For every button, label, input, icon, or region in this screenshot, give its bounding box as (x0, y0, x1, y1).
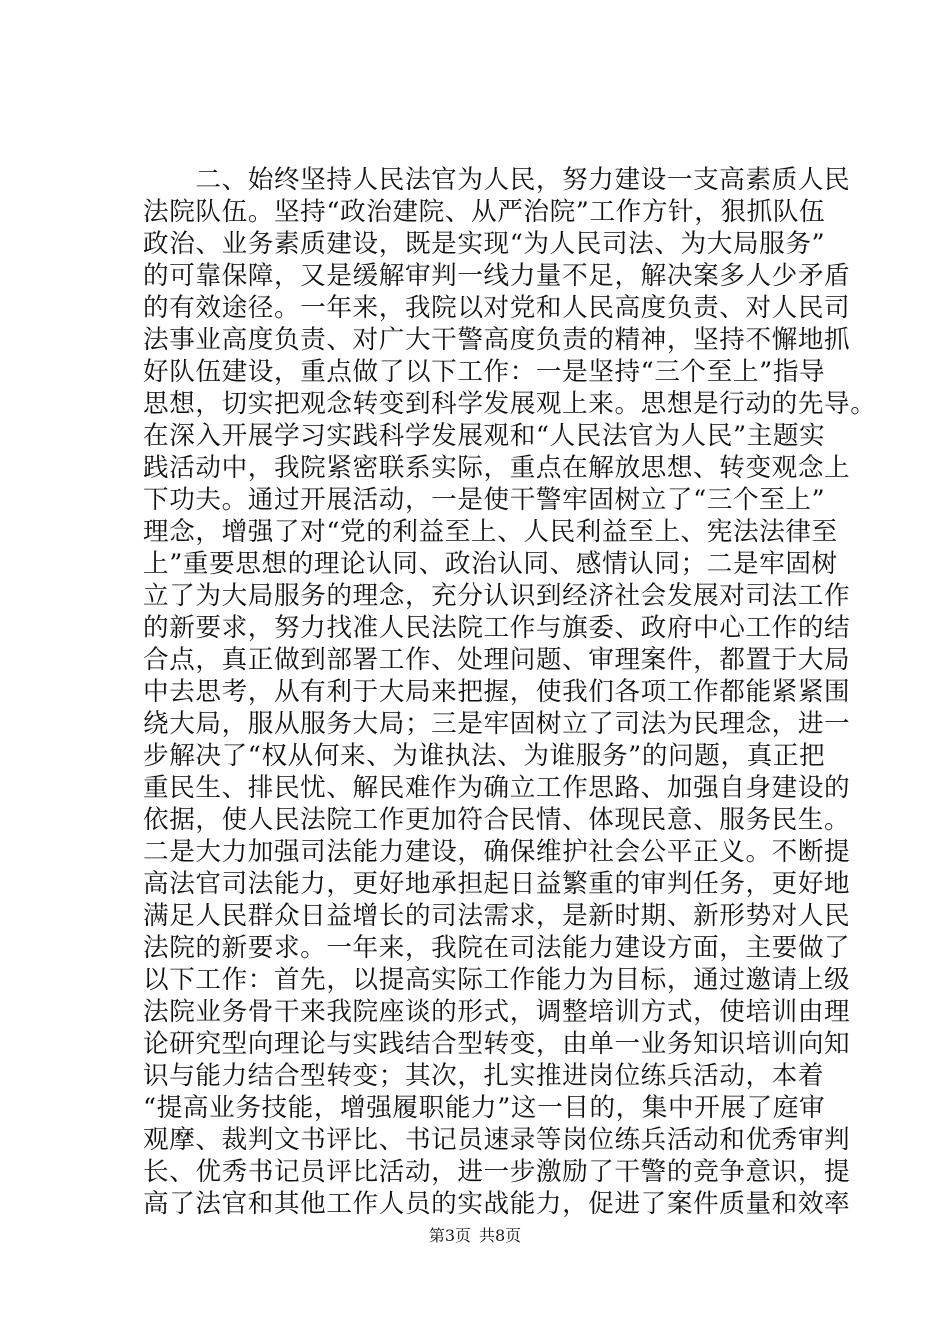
page-total: 共8页 (479, 1226, 522, 1245)
text-line: 识与能力结合型转变；其次，扎实推进岗位练兵活动，本着 (143, 1061, 825, 1091)
body-text (143, 164, 877, 1220)
text-line: 合点，真正做到部署工作、处理问题、审理案件，都置于大局 (143, 645, 851, 675)
text-line: 依据，使人民法院工作更加符合民情、体现民意、服务民生。 (143, 805, 851, 835)
text-line: 法院业务骨干来我院座谈的形式，调整培训方式，使培训由理 (143, 997, 851, 1027)
text-line: 的新要求，努力找准人民法院工作与旗委、政府中心工作的结 (143, 613, 851, 643)
text-line: 法院队伍。坚持“政治建院、从严治院”工作方针，狠抓队伍 (143, 197, 826, 227)
text-line: 重民生、排民忧、解民难作为确立工作思路、加强自身建设的 (143, 773, 851, 803)
text-line: 政治、业务素质建设，既是实现“为人民司法、为大局服务” (143, 229, 826, 259)
page-footer (0, 1226, 950, 1246)
text-line: 中去思考，从有利于大局来把握，使我们各项工作都能紧紧围 (143, 677, 851, 707)
text-line: “提高业务技能，增强履职能力”这一目的，集中开展了庭审 (143, 1093, 826, 1123)
text-line: 二是大力加强司法能力建设，确保维护社会公平正义。不断提 (143, 837, 851, 867)
text-line: 步解决了“权从何来、为谁执法、为谁服务”的问题，真正把 (143, 741, 826, 771)
text-line: 法事业高度负责、对广大干警高度负责的精神，坚持不懈地抓 (143, 325, 851, 355)
text-line: 思想，切实把观念转变到科学发展观上来。思想是行动的先导。 (143, 389, 877, 419)
text-line: 法院的新要求。一年来，我院在司法能力建设方面，主要做了 (143, 933, 851, 963)
text-line: 下功夫。通过开展活动，一是使干警牢固树立了“三个至上” (143, 485, 826, 515)
text-line: 高法官司法能力，更好地承担起日益繁重的审判任务，更好地 (143, 869, 851, 899)
text-line: 的有效途径。一年来，我院以对党和人民高度负责、对人民司 (143, 293, 851, 323)
text-line: 长、优秀书记员评比活动，进一步激励了干警的竞争意识，提 (143, 1157, 851, 1187)
text-line: 立了为大局服务的理念，充分认识到经济社会发展对司法工作 (143, 581, 851, 611)
text-line: 好队伍建设，重点做了以下工作：一是坚持“三个至上”指导 (143, 357, 826, 387)
text-line: 理念，增强了对“党的利益至上、人民利益至上、宪法法律至 (143, 517, 838, 547)
text-line: 论研究型向理论与实践结合型转变，由单一业务知识培训向知 (143, 1029, 851, 1059)
text-line: 以下工作：首先，以提高实际工作能力为目标，通过邀请上级 (143, 965, 851, 995)
text-line: 绕大局，服从服务大局；三是牢固树立了司法为民理念，进一 (143, 709, 851, 739)
page-number: 第3页 (428, 1226, 471, 1245)
text-line: 高了法官和其他工作人员的实战能力，促进了案件质量和效率 (143, 1189, 851, 1219)
text-line: 上”重要思想的理论认同、政治认同、感情认同；二是牢固树 (143, 549, 838, 579)
text-line: 在深入开展学习实践科学发展观和“人民法官为人民”主题实 (143, 421, 826, 451)
text-line: 二、始终坚持人民法官为人民，努力建设一支高素质人民 (143, 165, 851, 195)
text-line: 的可靠保障，又是缓解审判一线力量不足，解决案多人少矛盾 (143, 261, 851, 291)
text-line: 观摩、裁判文书评比、书记员速录等岗位练兵活动和优秀审判 (143, 1125, 851, 1155)
text-line: 践活动中，我院紧密联系实际，重点在解放思想、转变观念上 (143, 453, 851, 483)
text-line: 满足人民群众日益增长的司法需求，是新时期、新形势对人民 (143, 901, 851, 931)
